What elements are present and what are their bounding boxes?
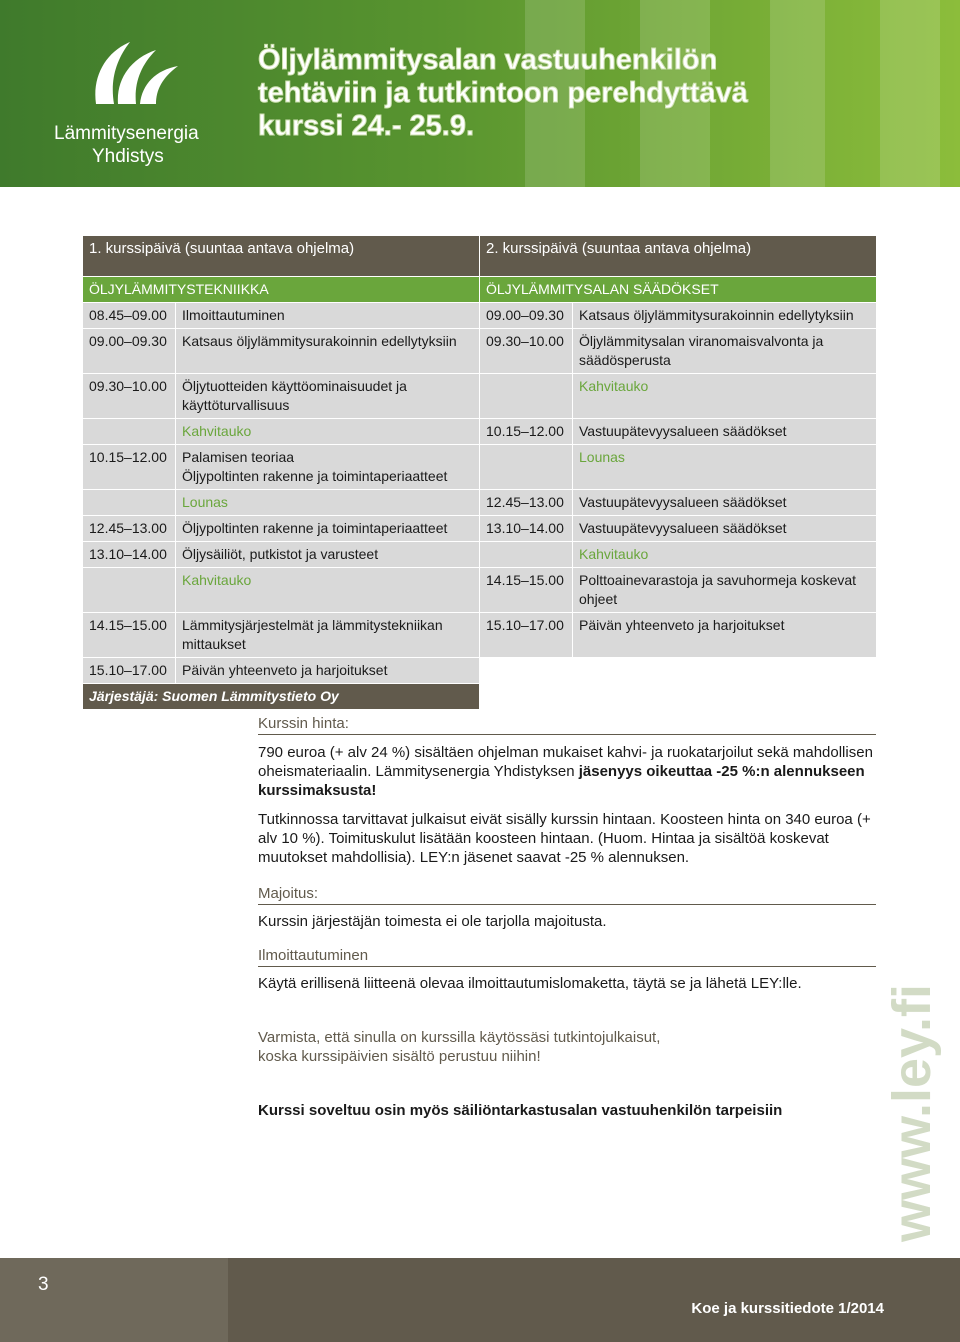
session-cell: Lounas <box>176 490 480 516</box>
time-cell: 08.45–09.00 <box>83 303 176 329</box>
time-cell: 10.15–12.00 <box>83 445 176 490</box>
session-cell: Kahvitauko <box>573 374 877 419</box>
day1-header: 1. kurssipäivä (suuntaa antava ohjelma) <box>83 236 480 277</box>
organizer-text: Järjestäjä: Suomen Lämmitystieto Oy <box>83 684 480 710</box>
schedule-row <box>83 419 877 445</box>
time-cell <box>83 568 176 613</box>
note-line: koska kurssipäivien sisältö perustuu niihin! <box>258 1048 541 1065</box>
publication-name: Koe ja kurssitiedote 1/2014 <box>691 1300 884 1317</box>
session-cell <box>573 658 877 684</box>
schedule-row <box>83 542 877 568</box>
time-cell <box>83 490 176 516</box>
title-line: kurssi 24.- 25.9. <box>258 110 475 142</box>
registration-text: Käytä erillisenä liitteenä olevaa ilmoittautumislomaketta, täytä se ja lähetä LEY:lle. <box>258 975 802 992</box>
logo-text-line2: Yhdistys <box>92 146 164 167</box>
ley-logo <box>40 38 230 168</box>
publication-note <box>258 1028 876 1066</box>
schedule-row <box>83 516 877 542</box>
session-cell: Polttoainevarastoja ja savuhormeja koskevat ohjeet <box>573 568 877 613</box>
day2-theme: ÖLJYLÄMMITYSALAN SÄÄDÖKSET <box>480 277 877 303</box>
page-number-box <box>0 1258 228 1342</box>
schedule-body <box>83 236 877 710</box>
time-cell: 09.30–10.00 <box>83 374 176 419</box>
session-cell: Öljypoltinten rakenne ja toimintaperiaatteet <box>176 516 480 542</box>
time-cell: 09.30–10.00 <box>480 329 573 374</box>
schedule-row <box>83 445 877 490</box>
schedule-row <box>83 568 877 613</box>
bold-note: Kurssi soveltuu osin myös säiliöntarkastusalan vastuuhenkilön tarpeisiin <box>258 1102 783 1119</box>
time-cell <box>83 419 176 445</box>
lodging-section <box>258 884 876 931</box>
time-cell: 12.45–13.00 <box>83 516 176 542</box>
time-cell <box>480 542 573 568</box>
session-cell: Palamisen teoriaa Öljypoltinten rakenne ja toimintaperiaatteet <box>176 445 480 490</box>
session-cell: Katsaus öljylämmitysurakoinnin edellytyksiin <box>573 303 877 329</box>
registration-label: Ilmoittautuminen <box>258 946 876 967</box>
time-cell <box>480 658 573 684</box>
session-cell: Lounas <box>573 445 877 490</box>
price-section <box>258 714 876 867</box>
lodging-text: Kurssin järjestäjän toimesta ei ole tarjolla majoitusta. <box>258 913 607 930</box>
title-line: tehtäviin ja tutkintoon perehdyttävä <box>258 77 748 109</box>
schedule-row <box>83 374 877 419</box>
session-cell: Lämmitysjärjestelmät ja lämmitystekniikan mittaukset <box>176 613 480 658</box>
schedule-row <box>83 303 877 329</box>
session-cell: Vastuupätevyysalueen säädökset <box>573 516 877 542</box>
lodging-label: Majoitus: <box>258 884 876 905</box>
price-label: Kurssin hinta: <box>258 714 876 735</box>
day1-theme: ÖLJYLÄMMITYSTEKNIIKKA <box>83 277 480 303</box>
title-line: Öljylämmitysalan vastuuhenkilön <box>258 44 718 76</box>
session-cell: Kahvitauko <box>573 542 877 568</box>
registration-section <box>258 946 876 993</box>
session-cell: Päivän yhteenveto ja harjoitukset <box>176 658 480 684</box>
time-cell: 15.10–17.00 <box>83 658 176 684</box>
session-cell: Vastuupätevyysalueen säädökset <box>573 419 877 445</box>
publications-paragraph: Tutkinnossa tarvittavat julkaisut eivät sisälly kurssin hintaan. Koosteen hinta on 340 euroa (+ alv 10 %). Toimituskulut lisätään koosteen hintaan. (Huom. Hintaa ja sisältöä koskevat muutokset mahdollisia). LEY:n jäsenet saavat -25 % alennuksen. <box>258 811 871 866</box>
session-cell: Kahvitauko <box>176 419 480 445</box>
theme-row <box>83 277 877 303</box>
time-cell: 13.10–14.00 <box>480 516 573 542</box>
time-cell: 12.45–13.00 <box>480 490 573 516</box>
session-cell: Päivän yhteenveto ja harjoitukset <box>573 613 877 658</box>
leaf-logo-icon <box>90 38 180 110</box>
schedule-row <box>83 329 877 374</box>
time-cell: 09.00–09.30 <box>480 303 573 329</box>
schedule-row <box>83 658 877 684</box>
time-cell: 13.10–14.00 <box>83 542 176 568</box>
page-title <box>258 44 818 143</box>
session-cell: Öljysäiliöt, putkistot ja varusteet <box>176 542 480 568</box>
organizer-row <box>83 684 877 710</box>
time-cell <box>480 374 573 419</box>
side-url <box>872 983 952 1242</box>
session-cell: Öljytuotteiden käyttöominaisuudet ja käyttöturvallisuus <box>176 374 480 419</box>
page-number: 3 <box>38 1274 49 1295</box>
note-line: Varmista, että sinulla on kurssilla käytössäsi tutkintojulkaisut, <box>258 1029 661 1046</box>
time-cell: 10.15–12.00 <box>480 419 573 445</box>
session-cell: Öljylämmitysalan viranomaisvalvonta ja säädösperusta <box>573 329 877 374</box>
side-url-text: www.ley.fi <box>882 983 942 1242</box>
price-text: 790 euroa (+ alv 24 %) sisältäen ohjelman mukaiset kahvi- ja ruokatarjoilut sekä mahdollisen oheismateriaalin. Lämmitysenergia Yhdistyksen <box>258 744 873 780</box>
schedule-row <box>83 613 877 658</box>
price-discount-text: jäsenyys oikeuttaa -25 %:n alennukseen kurssimaksusta! <box>258 763 865 799</box>
session-cell: Katsaus öljylämmitysurakoinnin edellytyksiin <box>176 329 480 374</box>
time-cell: 14.15–15.00 <box>480 568 573 613</box>
time-cell <box>480 445 573 490</box>
session-cell: Vastuupätevyysalueen säädökset <box>573 490 877 516</box>
price-paragraph <box>258 743 876 800</box>
day-header-row <box>83 236 877 277</box>
schedule-table <box>82 235 877 710</box>
logo-text-line1: Lämmitysenergia <box>54 123 199 144</box>
time-cell: 14.15–15.00 <box>83 613 176 658</box>
time-cell: 09.00–09.30 <box>83 329 176 374</box>
header-banner <box>0 0 960 187</box>
schedule-row <box>83 490 877 516</box>
empty-cell <box>480 684 877 710</box>
day2-header: 2. kurssipäivä (suuntaa antava ohjelma) <box>480 236 877 277</box>
time-cell: 15.10–17.00 <box>480 613 573 658</box>
session-cell: Kahvitauko <box>176 568 480 613</box>
footer <box>0 1258 960 1342</box>
decorative-stripe <box>880 0 940 187</box>
session-cell: Ilmoittautuminen <box>176 303 480 329</box>
